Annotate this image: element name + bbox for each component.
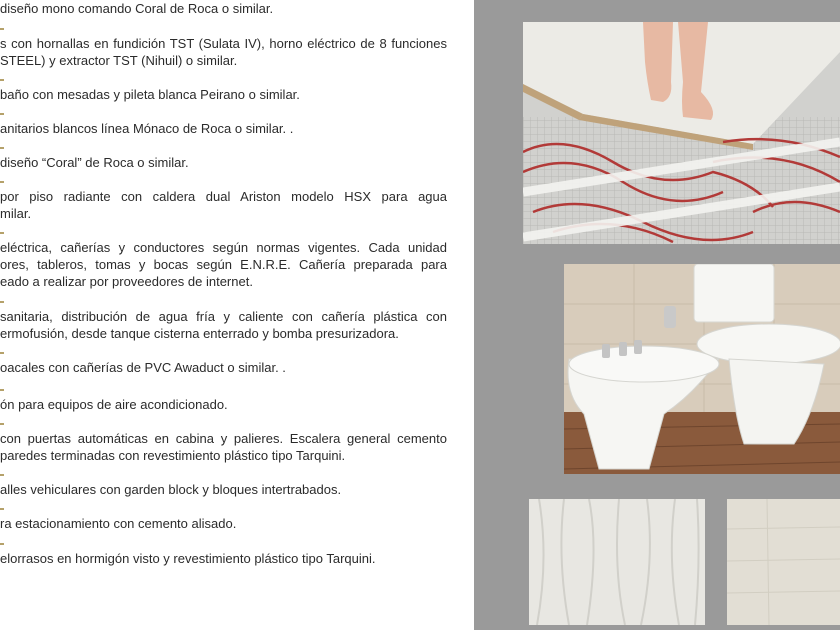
spec-line: anitarios blancos línea Mónaco de Roca o similar. .	[0, 121, 294, 136]
spec-line: oacales con cañerías de PVC Awaduct o similar. .	[0, 360, 286, 375]
spec-item	[0, 550, 447, 567]
radiant-floor-photo	[523, 22, 840, 244]
spec-line: con puertas automáticas en cabina y palieres. Escalera general cemento	[0, 431, 447, 446]
bullet-marker	[0, 389, 4, 391]
spec-item	[0, 515, 447, 532]
spec-line: ermofusión, desde tanque cisterna enterrado y bomba presurizadora.	[0, 326, 399, 341]
spec-item	[0, 188, 447, 222]
bathroom-sanitary-photo	[564, 264, 840, 474]
spec-line: s con hornallas en fundición TST (Sulata IV), horno eléctrico de 8 funciones	[0, 36, 447, 51]
bullet-marker	[0, 28, 4, 30]
bullet-marker	[0, 301, 4, 303]
spec-item	[0, 154, 447, 171]
spec-line: alles vehiculares con garden block y bloques intertrabados.	[0, 482, 342, 497]
texture-sample-photo	[529, 499, 705, 625]
spec-item	[0, 430, 447, 464]
spec-line: por piso radiante con caldera dual Ariston modelo HSX para agua	[0, 189, 447, 204]
spec-line: diseño “Coral” de Roca o similar.	[0, 155, 189, 170]
bullet-marker	[0, 508, 4, 510]
bullet-marker	[0, 79, 4, 81]
spec-line: elorrasos en hormigón visto y revestimiento plástico tipo Tarquini.	[0, 551, 376, 566]
spec-line: diseño mono comando Coral de Roca o similar.	[0, 1, 274, 16]
spec-line: eado a realizar por proveedores de internet.	[0, 274, 253, 289]
spec-item	[0, 120, 447, 137]
texture-sample-photo	[727, 499, 840, 625]
spec-item	[0, 0, 447, 17]
spec-line: ón para equipos de aire acondicionado.	[0, 397, 228, 412]
spec-item	[0, 481, 447, 498]
bullet-marker	[0, 113, 4, 115]
spec-item	[0, 308, 447, 342]
spec-item	[0, 396, 447, 413]
bullet-marker	[0, 147, 4, 149]
spec-line: ores, tableros, tomas y bocas según E.N.R.E. Cañería preparada para	[0, 257, 447, 272]
spec-line: eléctrica, cañerías y conductores según normas vigentes. Cada unidad	[0, 240, 447, 255]
spec-line: sanitaria, distribución de agua fría y caliente con cañería plástica con	[0, 309, 447, 324]
spec-item	[0, 35, 447, 69]
spec-line: milar.	[0, 206, 32, 221]
bullet-marker	[0, 474, 4, 476]
spec-line: baño con mesadas y pileta blanca Peirano o similar.	[0, 87, 300, 102]
bullet-marker	[0, 352, 4, 354]
bullet-marker	[0, 543, 4, 545]
bullet-marker	[0, 181, 4, 183]
spec-line: paredes terminadas con revestimiento plástico tipo Tarquini.	[0, 448, 346, 463]
bullet-marker	[0, 423, 4, 425]
spec-item	[0, 86, 447, 103]
spec-item	[0, 239, 447, 290]
bullet-marker	[0, 232, 4, 234]
spec-line: STEEL) y extractor TST (Nihuil) o similar.	[0, 53, 238, 68]
spec-line: ra estacionamiento con cemento alisado.	[0, 516, 237, 531]
spec-item	[0, 359, 447, 376]
